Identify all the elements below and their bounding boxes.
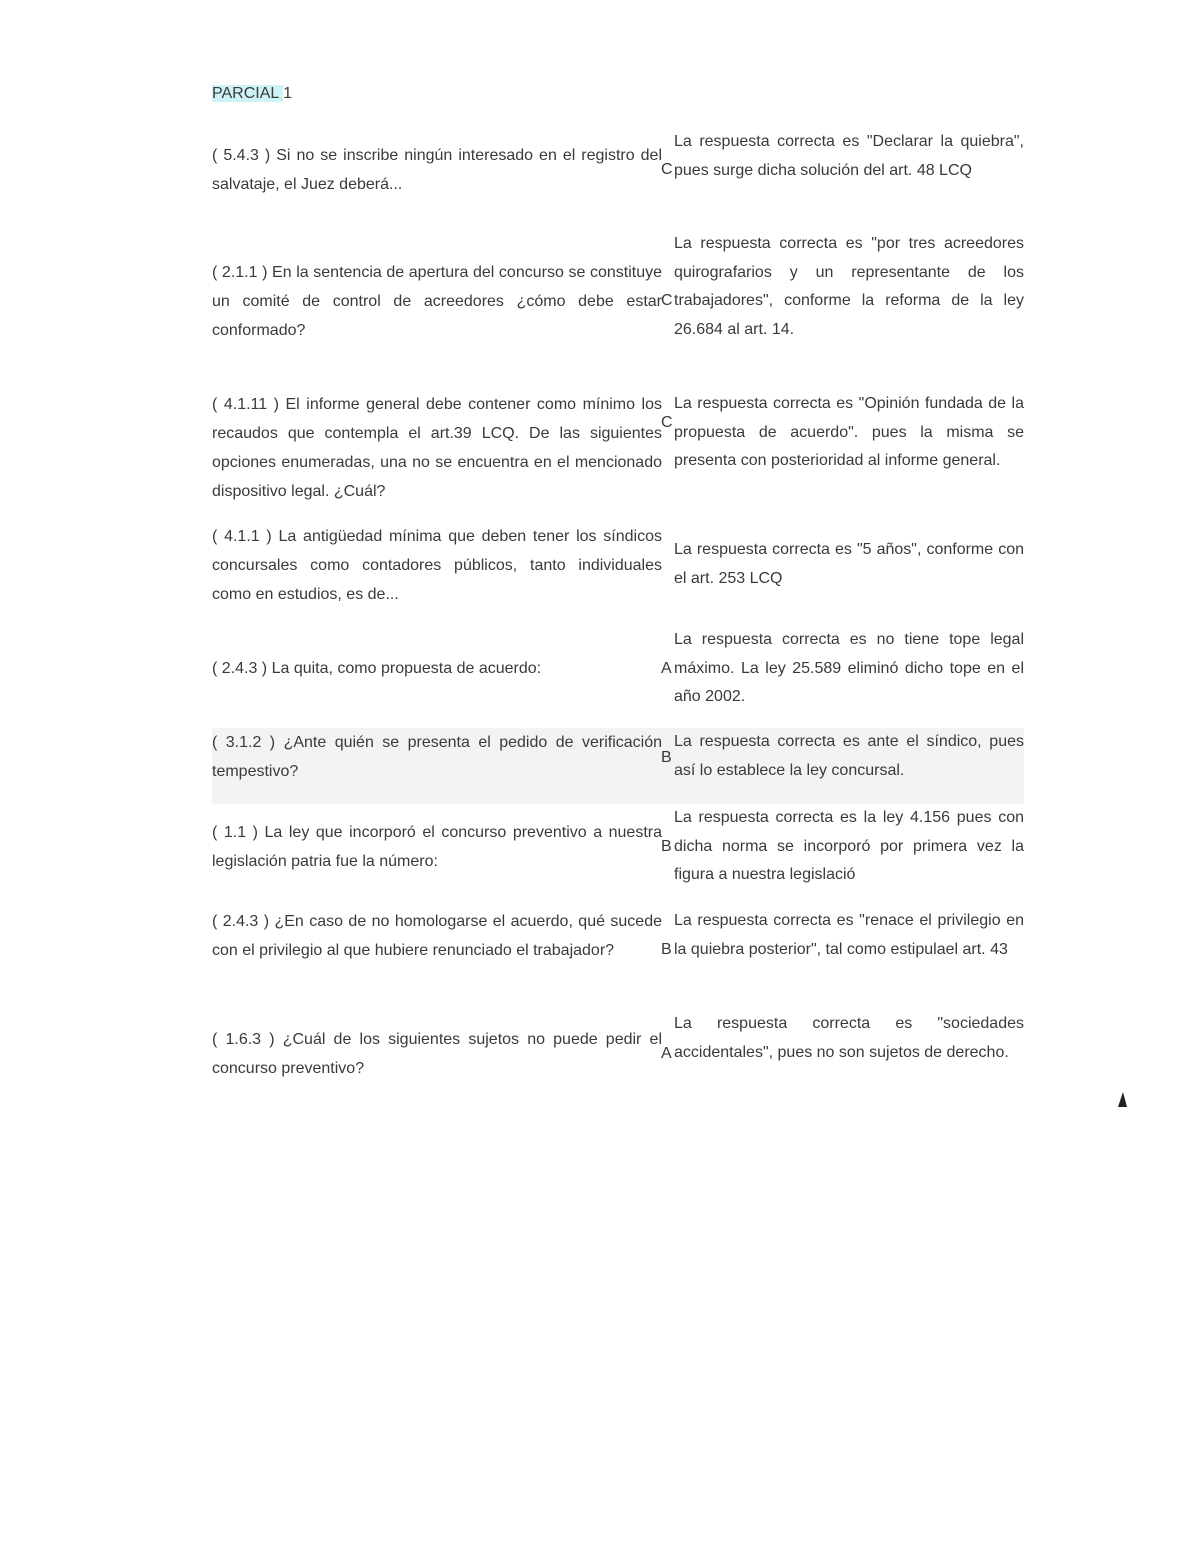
cursor-marker-icon	[1118, 1092, 1127, 1107]
answer-text: La respuesta correcta es "Opinión fundada de la propuesta de acuerdo". pues la misma se presenta con posterioridad al informe general.	[674, 395, 1024, 469]
answer-letter: A	[661, 1045, 672, 1062]
qa-row	[212, 728, 1024, 804]
question-text: ( 2.1.1 ) En la sentencia de apertura del concurso se constituye un comité de control de acreedores ¿cómo debe estar conformado?	[212, 264, 662, 339]
question-text: ( 5.4.3 ) Si no se inscribe ningún interesado en el registro del salvataje, el Juez deberá...	[212, 147, 662, 193]
answer-letter: C	[661, 292, 673, 309]
qa-row	[212, 804, 1024, 890]
question-text: ( 4.1.1 ) La antigüedad mínima que deben tener los síndicos concursales como contadores públicos, tanto individuales como en estudios, es de...	[212, 528, 662, 603]
answer-text: La respuesta correcta es "5 años", conforme con el art. 253 LCQ	[674, 541, 1024, 587]
qa-row	[212, 128, 1024, 214]
answer-letter: B	[661, 749, 672, 766]
answer-letter: C	[661, 161, 673, 178]
answer-text: La respuesta correcta es "sociedades accidentales", pues no son sujetos de derecho.	[674, 1015, 1024, 1061]
qa-row	[212, 230, 1024, 372]
question-text: ( 2.4.3 ) La quita, como propuesta de acuerdo:	[212, 660, 542, 677]
qa-row	[212, 1010, 1024, 1096]
answer-text: La respuesta correcta es ante el síndico, pues así lo establece la ley concursal.	[674, 733, 1024, 779]
answer-letter: A	[661, 660, 672, 677]
answer-text: La respuesta correcta es "por tres acreedores quirografarios y un representante de los trabajadores", conforme la reforma de la ley 26.684 al art. 14.	[674, 235, 1024, 338]
answer-text: La respuesta correcta es no tiene tope legal máximo. La ley 25.589 eliminó dicho tope en el año 2002.	[674, 631, 1024, 705]
answer-letter: B	[661, 941, 672, 958]
question-text: ( 1.6.3 ) ¿Cuál de los siguientes sujetos no puede pedir el concurso preventivo?	[212, 1031, 662, 1077]
question-text: ( 2.4.3 ) ¿En caso de no homologarse el acuerdo, qué sucede con el privilegio al que hubiere renunciado el trabajador?	[212, 913, 662, 959]
answer-letter: B	[661, 838, 672, 855]
qa-row	[212, 626, 1024, 712]
title-highlighted-text: PARCIAL	[212, 85, 284, 102]
question-text: ( 1.1 ) La ley que incorporó el concurso preventivo a nuestra legislación patria fue la número:	[212, 824, 662, 870]
qa-row	[212, 907, 1024, 993]
answer-letter: C	[661, 414, 673, 431]
title-number: 1	[283, 85, 293, 102]
answer-text: La respuesta correcta es "Declarar la quiebra", pues surge dicha solución del art. 48 LCQ	[674, 133, 1024, 179]
qa-row	[212, 522, 1024, 612]
qa-row	[212, 390, 1024, 508]
answer-text: La respuesta correcta es "renace el privilegio en la quiebra posterior", tal como estipulael art. 43	[674, 912, 1024, 958]
document-title	[212, 84, 292, 104]
question-text: ( 3.1.2 ) ¿Ante quién se presenta el pedido de verificación tempestivo?	[212, 734, 662, 780]
question-text: ( 4.1.11 ) El informe general debe contener como mínimo los recaudos que contempla el art.39 LCQ. De las siguientes opciones enumeradas, una no se encuentra en el mencionado dispositivo legal. ¿Cuál?	[212, 396, 662, 500]
answer-text: La respuesta correcta es la ley 4.156 pues con dicha norma se incorporó por primera vez la figura a nuestra legislació	[674, 809, 1024, 883]
